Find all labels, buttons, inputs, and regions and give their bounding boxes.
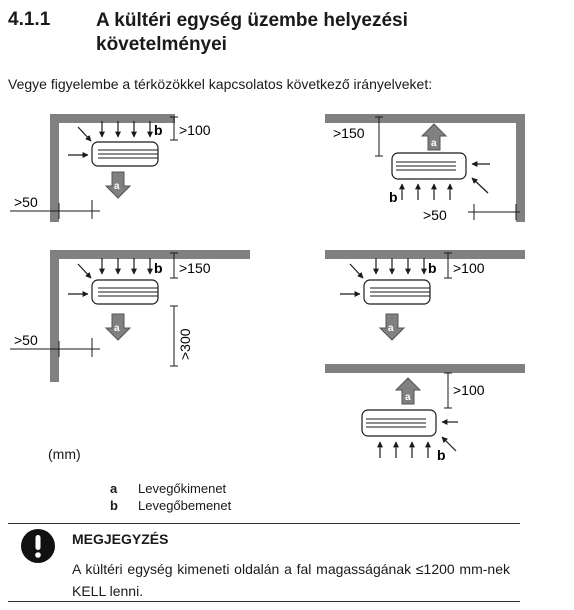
wall-top xyxy=(325,250,525,259)
wall-right xyxy=(516,114,525,222)
section-title: A kültéri egység üzembe helyezési követelményei xyxy=(96,10,408,55)
marker-b: b xyxy=(154,260,163,276)
top-clearance: >150 xyxy=(179,260,211,276)
legend-item xyxy=(110,480,231,497)
marker-b: b xyxy=(154,122,163,138)
side-clearance: >50 xyxy=(423,207,447,223)
legend-label: Levegőbemenet xyxy=(138,498,232,513)
panel-4 xyxy=(325,250,525,340)
note-title: MEGJEGYZÉS xyxy=(72,531,169,547)
marker-a: a xyxy=(388,323,394,334)
divider xyxy=(8,523,520,524)
legend-key: a xyxy=(110,481,118,496)
marker-a: a xyxy=(405,392,411,403)
top-clearance: >100 xyxy=(179,122,211,138)
panel-3 xyxy=(10,250,250,382)
top-clearance: >100 xyxy=(453,382,485,398)
marker-b: b xyxy=(437,447,446,463)
legend xyxy=(110,480,231,514)
side-clearance: >50 xyxy=(14,332,38,348)
panel-1 xyxy=(10,114,211,222)
front-clearance: >300 xyxy=(177,328,193,360)
unit-label: (mm) xyxy=(48,446,81,462)
outdoor-unit xyxy=(392,153,466,179)
panel-5 xyxy=(325,364,525,463)
marker-a: a xyxy=(114,181,120,192)
divider xyxy=(8,601,520,602)
wall-top xyxy=(325,114,525,123)
side-clearance: >50 xyxy=(14,194,38,210)
outdoor-unit xyxy=(92,142,158,166)
section-number: 4.1.1 xyxy=(8,9,51,30)
marker-a: a xyxy=(431,138,437,149)
panel-2 xyxy=(325,114,525,223)
marker-b: b xyxy=(389,189,398,205)
top-clearance: >100 xyxy=(453,260,485,276)
legend-key: b xyxy=(110,498,118,513)
outdoor-unit xyxy=(92,280,158,304)
marker-a: a xyxy=(114,323,120,334)
note-text: A kültéri egység kimeneti oldalán a fal magasságának ≤1200 mm-nek KELL lenni. xyxy=(72,561,510,599)
legend-item xyxy=(110,497,231,514)
warning-icon xyxy=(20,528,56,569)
outdoor-unit xyxy=(362,410,436,436)
wall-top xyxy=(325,364,525,373)
wall-top xyxy=(50,250,250,259)
marker-b: b xyxy=(428,260,437,276)
outdoor-unit xyxy=(364,280,430,304)
intro-text: Vegye figyelembe a térközökkel kapcsolatos következő irányelveket: xyxy=(8,76,433,92)
wall-left xyxy=(50,250,59,382)
top-clearance: >150 xyxy=(333,125,365,141)
wall-left xyxy=(50,114,59,222)
legend-label: Levegőkimenet xyxy=(138,481,227,496)
